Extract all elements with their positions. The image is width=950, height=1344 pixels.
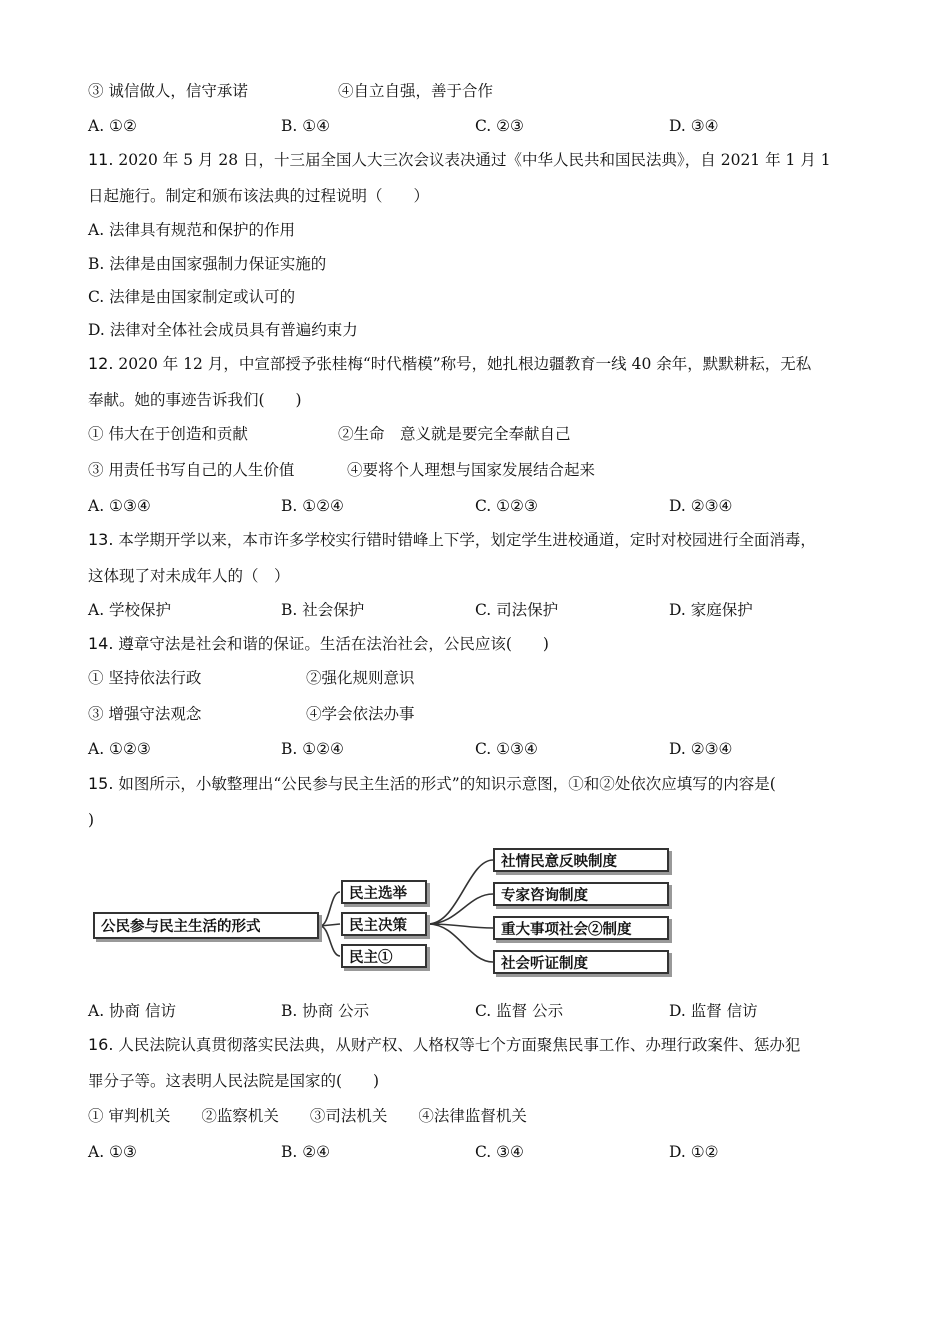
q15-stem-line1: 15. 如图所示，小敏整理出“公民参与民主生活的形式”的知识示意图，①和②处依次应填写的内容是( bbox=[88, 774, 776, 793]
q16-option-b: B. ②④ bbox=[281, 1143, 331, 1161]
q12-item-4: ④要将个人理想与国家发展结合起来 bbox=[347, 461, 596, 479]
q16-option-c: C. ③④ bbox=[475, 1143, 524, 1161]
q15-number: 15. bbox=[88, 774, 114, 793]
q11-option-c: C. 法律是由国家制定或认可的 bbox=[88, 288, 296, 306]
q10-option-b: B. ①④ bbox=[281, 117, 331, 135]
diagram-root-box: 公民参与民主生活的形式 bbox=[93, 912, 319, 939]
q11-stem-line2: 日起施行。制定和颁布该法典的过程说明（ ） bbox=[88, 187, 430, 205]
q16-items: ① 审判机关 ②监察机关 ③司法机关 ④法律监督机关 bbox=[88, 1107, 527, 1125]
q12-item-1: ① 伟大在于创造和贡献 bbox=[88, 425, 248, 443]
q11-number: 11. bbox=[88, 150, 114, 169]
q10-option-a: A. ①② bbox=[88, 117, 137, 135]
q16-option-a: A. ①③ bbox=[88, 1143, 137, 1161]
q14-option-b: B. ①②④ bbox=[281, 740, 344, 758]
q12-option-c: C. ①②③ bbox=[475, 497, 538, 515]
q15-option-a: A. 协商 信访 bbox=[88, 1002, 176, 1020]
q13-number: 13. bbox=[88, 530, 114, 549]
q14-stem: 14. 遵章守法是社会和谐的保证。生活在法治社会，公民应该( ) bbox=[88, 634, 549, 653]
q11-option-a: A. 法律具有规范和保护的作用 bbox=[88, 221, 296, 239]
democracy-forms-diagram bbox=[88, 846, 678, 978]
q15-option-d: D. 监督 信访 bbox=[669, 1002, 758, 1020]
q16-number: 16. bbox=[88, 1035, 114, 1054]
q10-option-c: C. ②③ bbox=[475, 117, 524, 135]
q14-item-3: ③ 增强守法观念 bbox=[88, 705, 202, 723]
q12-item-3: ③ 用责任书写自己的人生价值 bbox=[88, 461, 295, 479]
q15-option-b: B. 协商 公示 bbox=[281, 1002, 370, 1020]
q12-item-2: ②生命 意义就是要完全奉献自己 bbox=[338, 425, 571, 443]
q14-item-4: ④学会依法办事 bbox=[306, 705, 415, 723]
q10-option-d: D. ③④ bbox=[669, 117, 719, 135]
q11-stem-line1: 11. 2020 年 5 月 28 日，十三届全国人大三次会议表决通过《中华人民共和国民法典》，自 2021 年 1 月 1 bbox=[88, 150, 831, 169]
q11-option-b: B. 法律是由国家强制力保证实施的 bbox=[88, 255, 327, 273]
diagram-right-box-2: 专家咨询制度 bbox=[493, 882, 669, 906]
diagram-right-box-1: 社情民意反映制度 bbox=[493, 848, 669, 872]
q12-number: 12. bbox=[88, 354, 114, 373]
diagram-right-box-3: 重大事项社会②制度 bbox=[493, 916, 669, 940]
q11-option-d: D. 法律对全体社会成员具有普遍约束力 bbox=[88, 321, 358, 339]
q14-item-2: ②强化规则意识 bbox=[306, 669, 415, 687]
q14-number: 14. bbox=[88, 634, 114, 653]
q10-item-3: ③ 诚信做人，信守承诺 bbox=[88, 82, 248, 100]
q13-stem-line1: 13. 本学期开学以来，本市许多学校实行错时错峰上下学，划定学生进校通道，定时对校园进行全面消毒， bbox=[88, 530, 816, 549]
q14-option-d: D. ②③④ bbox=[669, 740, 733, 758]
q10-item-4: ④自立自强，善于合作 bbox=[338, 82, 494, 100]
q12-option-b: B. ①②④ bbox=[281, 497, 344, 515]
q16-option-d: D. ①② bbox=[669, 1143, 719, 1161]
q15-stem-line2: ) bbox=[88, 811, 95, 829]
q13-option-c: C. 司法保护 bbox=[475, 601, 559, 619]
q14-item-1: ① 坚持依法行政 bbox=[88, 669, 202, 687]
q12-stem-line1: 12. 2020 年 12 月，中宣部授予张桂梅“时代楷模”称号，她扎根边疆教育一线 40 余年，默默耕耘，无私 bbox=[88, 354, 812, 373]
diagram-right-box-4: 社会听证制度 bbox=[493, 950, 669, 974]
diagram-mid-box-2: 民主决策 bbox=[341, 912, 427, 936]
q12-option-d: D. ②③④ bbox=[669, 497, 733, 515]
q16-stem-line1: 16. 人民法院认真贯彻落实民法典，从财产权、人格权等七个方面聚焦民事工作、办理行政案件、惩办犯 bbox=[88, 1035, 801, 1054]
q14-option-c: C. ①③④ bbox=[475, 740, 538, 758]
q13-option-a: A. 学校保护 bbox=[88, 601, 172, 619]
q12-stem-line2: 奉献。她的事迹告诉我们( ) bbox=[88, 391, 302, 409]
diagram-mid-box-1: 民主选举 bbox=[341, 880, 427, 904]
diagram-mid-box-3: 民主① bbox=[341, 944, 427, 968]
q12-option-a: A. ①③④ bbox=[88, 497, 151, 515]
q13-stem-line2: 这体现了对未成年人的（ ） bbox=[88, 567, 290, 585]
q16-stem-line2: 罪分子等。这表明人民法院是国家的( ) bbox=[88, 1072, 380, 1090]
q15-option-c: C. 监督 公示 bbox=[475, 1002, 564, 1020]
q14-option-a: A. ①②③ bbox=[88, 740, 151, 758]
q13-option-b: B. 社会保护 bbox=[281, 601, 365, 619]
q13-option-d: D. 家庭保护 bbox=[669, 601, 753, 619]
